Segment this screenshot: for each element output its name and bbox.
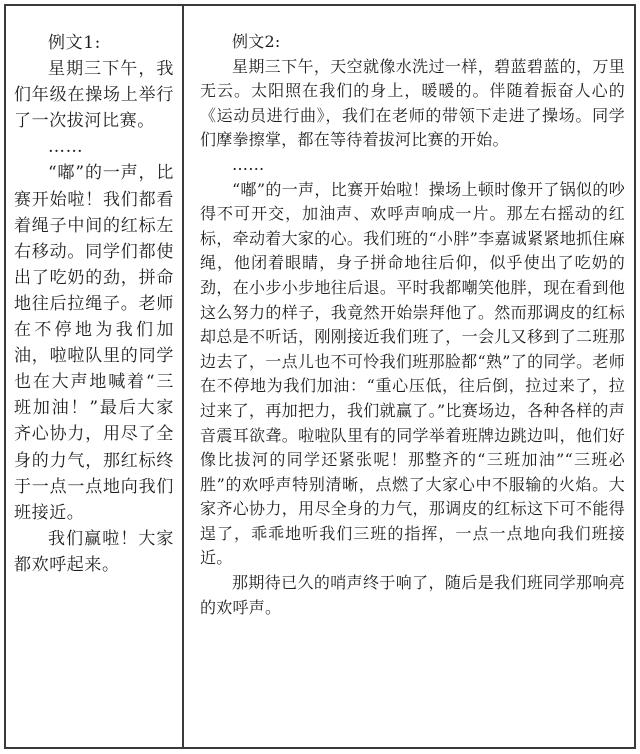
example2-paragraph-3: 那期待已久的哨声终于响了，随后是我们班同学那响亮的欢呼声。	[200, 573, 625, 617]
example1-paragraph-2: “嘟”的一声，比赛开始啦！我们都看着绳子中间的红标左右移动。同学们都使出了吃奶的劲，拼命地往后拉绳子。老师在不停地为我们加油，啦啦队里的同学也在大声地喊着“三班加油！”最后大家齐心协力，用尽了全身的力气，那红标终于一点一点地向我们班接近。	[14, 163, 174, 523]
column-divider	[182, 4, 184, 749]
example1-ellipsis: ……	[48, 137, 84, 158]
example2-paragraph-2: “嘟”的一声，比赛开始啦！操场上顿时像开了锅似的吵得不可开交，加油声、欢呼声响成一片。那左右摇动的红标，牵动着大家的心。我们班的“小胖”李嘉诚紧紧地抓住麻绳，他闭着眼睛，身子拼命地往后仰，似乎使出了吃奶的劲，在小步小步地往后退。平时我都嘲笑他胖，现在看到他这么努力的样子，我竟然开始崇拜他了。然而那调皮的红标却总是不听话，刚刚接近我们班了，一会儿又移到了二班那边去了，一点儿也不可怜我们班那脸都“熟”了的同学。老师在不停地为我们加油：“重心压低，往后倒，拉过来了，拉过来了，再加把力，我们就赢了。”比赛场边，各种各样的声音震耳欲聋。啦啦队里有的同学举着班牌边跳边叫，他们好像比拔河的同学还紧张呢！那整齐的“三班加油”“三班必胜”的欢呼声特别清晰，点燃了大家心中不服输的火焰。大家齐心协力，用尽全身的力气，那调皮的红标这下可不能得逞了，乖乖地听我们三班的指挥，一点一点地向我们班接近。	[200, 179, 625, 568]
example2-column	[200, 30, 625, 620]
example1-paragraph-1: 星期三下午，我们年级在操场上举行了一次拔河比赛。	[14, 59, 174, 132]
example2-ellipsis: ……	[232, 154, 265, 174]
example1-heading: 例文1:	[48, 33, 101, 53]
example1-column	[14, 30, 174, 578]
example2-paragraph-1: 星期三下午，天空就像水洗过一样，碧蓝碧蓝的，万里无云。太阳照在我们的身上，暖暖的。伴随着振奋人心的《运动员进行曲》，我们在老师的带领下走进了操场。同学们摩拳擦掌，都在等待着拔河比赛的开始。	[200, 56, 625, 150]
example1-paragraph-3: 我们赢啦！大家都欢呼起来。	[14, 528, 174, 575]
example2-heading: 例文2:	[232, 32, 281, 51]
